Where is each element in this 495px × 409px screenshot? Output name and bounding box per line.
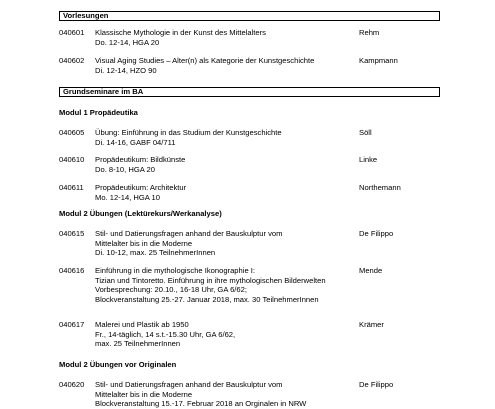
- course-number: 040615: [59, 229, 85, 238]
- course-number: 040611: [59, 183, 84, 192]
- course-title-continued: Tizian und Tintoretto. Einführung in ihre mythologischen Bilderwelten: [95, 275, 326, 285]
- course-title: Stil- und Datierungsfragen anhand der Bauskulptur vom: [95, 229, 283, 238]
- course-schedule: Mo. 12-14, HGA 10: [95, 192, 161, 202]
- course-schedule: Blockveranstaltung 15.-17. Februar 2018 an Orginalen in NRW: [95, 399, 307, 409]
- course-title: Malerei und Plastik ab 1950: [95, 320, 189, 329]
- course-title-continued: Mittelalter bis in die Moderne: [95, 389, 193, 399]
- course-description: [95, 320, 355, 349]
- course-description: [95, 128, 355, 147]
- section-title: Vorlesungen: [63, 11, 109, 20]
- course-schedule: Vorbesprechung: 20.10., 16-18 Uhr, GA 6/62;: [95, 285, 247, 295]
- course-lecturer: Kampmann: [359, 56, 398, 65]
- course-lecturer: Mende: [359, 266, 383, 275]
- course-lecturer: Krämer: [359, 320, 384, 329]
- module-heading: Modul 1 Propädeutika: [59, 108, 138, 117]
- course-number: 040610: [59, 155, 85, 164]
- course-schedule: Di. 14-16, GABF 04/711: [95, 137, 176, 147]
- module-heading: Modul 2 Übungen vor Originalen: [59, 360, 177, 369]
- course-title: Propädeutikum: Architektur: [95, 183, 187, 192]
- course-schedule: Fr., 14-täglich, 14 s.t.-15.30 Uhr, GA 6/62,: [95, 329, 236, 339]
- course-description: [95, 229, 355, 258]
- course-schedule: Do. 12-14, HGA 20: [95, 37, 160, 47]
- course-description: [95, 266, 355, 304]
- course-number: 040620: [59, 380, 85, 389]
- course-title-continued: Mittelalter bis in die Moderne: [95, 238, 193, 248]
- course-title: Visual Aging Studies – Alter(n) als Kategorie der Kunstgeschichte: [95, 56, 315, 65]
- course-number: 040605: [59, 128, 85, 137]
- course-description: [95, 56, 355, 75]
- course-lecturer: Söll: [359, 128, 372, 137]
- course-title: Einführung in die mythologische Ikonographie I:: [95, 266, 255, 275]
- course-description: [95, 380, 355, 409]
- course-lecturer: De Filippo: [359, 229, 394, 238]
- course-title: Propädeutikum: Bildkünste: [95, 155, 186, 164]
- section-header-grundseminare: [59, 87, 440, 97]
- section-title: Grundseminare im BA: [63, 87, 144, 96]
- module-heading: Modul 2 Übungen (Lektürekurs/Werkanalyse): [59, 209, 222, 218]
- course-number: 040602: [59, 56, 85, 65]
- course-description: [95, 155, 355, 174]
- course-title: Klassische Mythologie in der Kunst des Mittelalters: [95, 28, 266, 37]
- course-lecturer: Linke: [359, 155, 378, 164]
- course-description: [95, 28, 355, 47]
- course-number: 040616: [59, 266, 85, 275]
- course-title: Übung: Einführung in das Studium der Kunstgeschichte: [95, 128, 282, 137]
- course-description: [95, 183, 355, 202]
- course-schedule: Do. 8-10, HGA 20: [95, 164, 155, 174]
- course-schedule-continued: Blockveranstaltung 25.-27. Januar 2018, max. 30 TeilnehmerInnen: [95, 294, 319, 304]
- course-schedule-continued: max. 25 TeilnehmerInnen: [95, 339, 181, 349]
- course-lecturer: Rehm: [359, 28, 380, 37]
- course-schedule: Di. 10-12, max. 25 TeilnehmerInnen: [95, 248, 216, 258]
- course-number: 040601: [59, 28, 85, 37]
- course-title: Stil- und Datierungsfragen anhand der Bauskulptur vom: [95, 380, 283, 389]
- course-lecturer: Northemann: [359, 183, 401, 192]
- course-number: 040617: [59, 320, 85, 329]
- course-lecturer: De Filippo: [359, 380, 394, 389]
- course-schedule: Di. 12-14, HZO 90: [95, 65, 157, 75]
- section-header-vorlesungen: [59, 11, 440, 21]
